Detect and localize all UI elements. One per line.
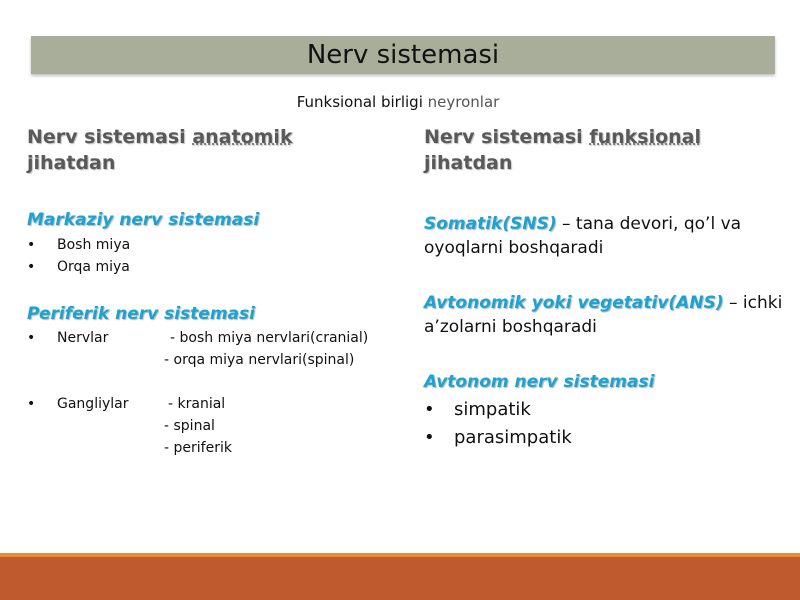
left-heading-c: jihatdan — [27, 152, 116, 174]
right-heading-a: Nerv sistemasi — [424, 126, 590, 148]
slide-title: Nerv sistemasi — [306, 40, 500, 70]
autonomic-paragraph — [424, 291, 794, 339]
somatic-text: – tana devori, qo’l va oyoqlarni boshqaradi — [424, 214, 742, 258]
central-title: Markaziy nerv sistemasi — [27, 210, 260, 230]
peripheral-list — [27, 327, 407, 459]
ganglia-label: Gangliylar — [57, 396, 129, 412]
central-list — [27, 234, 407, 278]
autonom-list — [424, 396, 794, 452]
list-item-ganglia — [27, 393, 407, 415]
list-item-nerves — [27, 327, 407, 349]
subtitle-lead: Funksional birligi — [296, 93, 428, 111]
nerves-line-2: - orqa miya nervlari(spinal) — [164, 352, 355, 368]
peripheral-title: Periferik nerv sistemasi — [27, 304, 255, 324]
list-item: • Bosh miya — [27, 234, 407, 256]
autonomic-term: Avtonomik yoki vegetativ(ANS) — [424, 293, 724, 313]
slide-title-bar — [31, 36, 775, 74]
left-column — [27, 124, 407, 459]
list-item: • simpatik — [424, 396, 794, 424]
list-item: • Orqa miya — [27, 256, 407, 278]
autonom-title: Avtonom nerv sistemasi — [424, 372, 655, 392]
nerves-line-1: - bosh miya nervlari(cranial) — [170, 330, 369, 346]
right-heading — [424, 124, 794, 176]
ganglia-line-2: - spinal — [164, 418, 215, 434]
left-heading-a: Nerv sistemasi — [27, 126, 193, 148]
somatic-term: Somatik(SNS) — [424, 214, 557, 234]
subtitle-word: neyronlar — [427, 93, 500, 111]
nerves-label: Nervlar — [57, 330, 109, 346]
right-column — [424, 124, 794, 452]
left-heading — [27, 124, 407, 176]
ganglia-line-3: - periferik — [164, 440, 232, 456]
subtitle — [0, 93, 796, 111]
right-heading-b: funksional — [589, 126, 702, 148]
autonomic-text: – ichki a’zolarni boshqaradi — [424, 293, 783, 337]
left-heading-b: anatomik — [192, 126, 293, 148]
list-item: • parasimpatik — [424, 424, 794, 452]
right-heading-c: jihatdan — [424, 152, 513, 174]
footer-bar — [0, 557, 800, 600]
ganglia-line-1: - kranial — [168, 396, 226, 412]
somatic-paragraph — [424, 212, 794, 260]
